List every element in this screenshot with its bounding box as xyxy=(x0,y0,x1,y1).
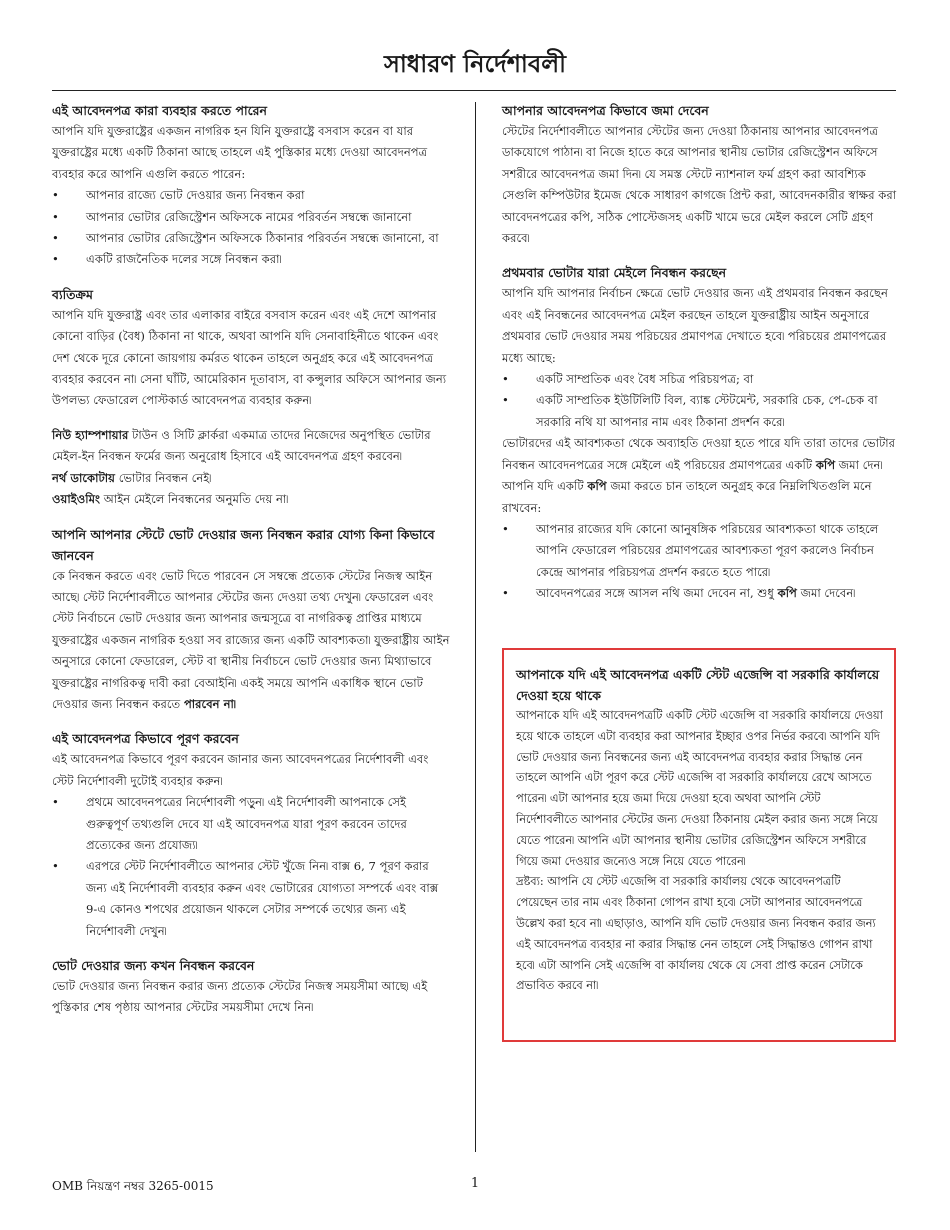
notice-paragraph: আপনাকে যদি এই আবেদনপত্রটি একটি স্টেট এজেন্সি বা সরকারি কার্যালয়ে দেওয়া হয়ে থাকে তাহলে এটা ব্যবহার করা আপনার ইচ্ছার ওপর নির্ভর করবে৷ আপনি যদি ভোট দেওয়ার জন্য নিবন্ধনের জন্য এই আবেদনপত্র ব্যবহার করার সিদ্ধান্ত নেন তাহলে আপনি এটা পূরণ করে স্টেট এজেন্সি বা সরকারি কার্যালয়ে রেখে আসতে পারেন৷ এটা আপনার হয়ে জমা দিয়ে দেওয়া হবে৷ অথবা আপনি স্টেট নির্দেশাবলীতে আপনার স্টেটের জন্য দেওয়া ঠিকানায় মেইল করার জন্য সঙ্গে নিয়ে যেতে পারেন৷ আপনি এটা আপনার স্থানীয় ভোটার রেজিস্ট্রেশন অফিসে সশরীরে গিয়ে জমা দেওয়ার জন্যেও সঙ্গে নিয়ে যেতে পারেন৷ xyxy=(516,709,883,868)
right-column xyxy=(502,100,897,605)
list-item: • প্রথমে আবেদনপত্রের নির্দেশাবলী পড়ুন৷ এই নির্দেশাবলী আপনাকে সেই গুরুত্বপূর্ণ তথ্যগুলি দেবে যা এই আবেদনপত্র যারা পূরণ করবেন তাদের প্রত্যেকের জন্য প্রযোজ্য৷ xyxy=(52,792,452,856)
copy-text-3: জমা করতে চান তাহলে অনুগ্রহ করে নিম্নলিখিতগুলি মনে রাখবেন: xyxy=(502,479,872,515)
list-item: • একটি সাম্প্রতিক এবং বৈধ সচিত্র পরিচয়পত্র; বা xyxy=(502,369,897,390)
north-dakota-paragraph xyxy=(52,468,452,489)
copy-item-text-pre: আবেদনপত্রের সঙ্গে আসল নথি জমা দেবেন না, শুধু xyxy=(536,586,778,601)
eligibility-paragraph xyxy=(52,566,452,716)
list-item: • একটি রাজনৈতিক দলের সঙ্গে নিবন্ধন করা৷ xyxy=(52,249,452,270)
page-title: সাধারণ নির্দেশাবলী xyxy=(383,50,566,78)
first-time-voters-paragraph: আপনি যদি আপনার নির্বাচন ক্ষেত্রে ভোট দেওয়ার জন্য এই প্রথমবার নিবন্ধন করছেন এবং এই নিবন্ধনের আবেদনপত্র মেইল করছেন তাহলে যুক্তরাষ্ট্রীয় আইন অনুসারে প্রথমবার ভোট দেওয়ার সময় পরিচয়ের প্রমাণপত্র দেখাতে হবে৷ পরিচয়ের প্রমাণপত্রের মধ্যে আছে: xyxy=(502,286,888,365)
notice-heading: আপনাকে যদি এই আবেদনপত্র একটি স্টেট এজেন্সি বা সরকারি কার্যালয়ে দেওয়া হয়ে থাকে xyxy=(516,667,880,703)
how-to-fill-list xyxy=(52,792,452,942)
copy-text-2: জমা দেন৷ আপনি যদি একটি xyxy=(502,457,883,494)
eligibility-text: কে নিবন্ধন করতে এবং ভোট দিতে পারবেন সে সম্বন্ধে প্রত্যেক স্টেটের নিজস্ব আইন আছে৷ স্টেট নির্দেশাবলীতে আপনার স্টেটের জন্য দেওয়া তথ্য দেখুন৷ ফেডারেল এবং স্টেট নির্বাচনে ভোট দেওয়ার জন্য আপনার জন্মসূত্রে বা নাগরিকত্ব প্রাপ্তির মাধ্যমে যুক্তরাষ্ট্রের একজন নাগরিক হওয়া সব রাজ্যের জন্য একটি আবশ্যকতা৷ যুক্তরাষ্ট্রীয় আইন অনুসারে কোনো ফেডারেল, স্টেট বা স্থানীয় নির্বাচনে ভোট দেওয়ার জন্য মিথ্যাভাবে যুক্তরাষ্ট্রের নাগরিকত্ব দাবী করা বেআইনি৷ একই সময়ে আপনি একাধিক স্থানে ভোট দেওয়ার জন্য নিবন্ধন করতে xyxy=(52,568,450,711)
how-to-submit-heading: আপনার আবেদনপত্র কিভাবে জমা দেবেন xyxy=(502,103,709,118)
how-to-submit-paragraph: স্টেটের নির্দেশাবলীতে আপনার স্টেটের জন্য দেওয়া ঠিকানায় আপনার আবেদনপত্র ডাকযোগে পাঠান৷ বা নিজে হাতে করে আপনার স্থানীয় ভোটার রেজিস্ট্রেশন অফিসে সশরীরে আবেদনপত্র জমা দিন৷ যে সমস্ত স্টেটে ন্যাশনাল ফর্ম গ্রহণ করা আবশ্যিক সেগুলি কম্পিউটার ইমেজ থেকে সাধারণ কাগজে প্রিন্ট করা, আবেদনকারীর স্বাক্ষর করা আবেদনপত্রের কপি, সঠিক পোস্টেজসহ একটি খামে ভরে মেইল করলে সেটি গ্রহণ করবে৷ xyxy=(502,124,897,246)
how-to-fill-heading: এই আবেদনপত্র কিভাবে পূরণ করবেন xyxy=(52,731,239,747)
copy-item-bold: কপি xyxy=(777,586,797,601)
copy-bold-2: কপি xyxy=(587,479,607,494)
list-item: • আপনার ভোটার রেজিস্ট্রেশন অফিসকে নামের পরিবর্তন সম্বন্ধে জানানো xyxy=(52,207,452,228)
notice-note-paragraph: দ্রষ্টব্য: আপনি যে স্টেট এজেন্সি বা সরকারি কার্যালয় থেকে আবেদনপত্রটি পেয়েছেন তার নাম এবং ঠিকানা গোপন রাখা হবে৷ সেটা আপনার আবেদনপত্রে উল্লেখ করা হবে না৷ এছাড়াও, আপনি যদি ভোট দেওয়ার জন্য নিবন্ধন করার জন্য এই আবেদনপত্র ব্যবহার না করার সিদ্ধান্ত নেন তাহলে সেই সিদ্ধান্তও গোপন রাখা হবে৷ এটা আপনি সেই এজেন্সি বা কার্যালয় থেকে যে সেবা প্রাপ্ত করেন সেটাকে প্রভাবিত করবে না৷ xyxy=(516,875,876,993)
list-item: • আপনার রাজ্যের যদি কোনো আনুষঙ্গিক পরিচয়ের আবশ্যকতা থাকে তাহলে আপনি ফেডারেল পরিচয়ের প্রমাণপত্রের আবশ্যকতা পূরণ করলেও নির্বাচন কেন্দ্রে আপনার পরিচয়পত্র প্রদর্শন করতে হতে পারে৷ xyxy=(502,519,897,583)
eligibility-heading: আপনি আপনার স্টেটে ভোট দেওয়ার জন্য নিবন্ধন করার যোগ্য কিনা কিভাবে জানবেন xyxy=(52,526,435,563)
new-hampshire-label: নিউ হ্যাম্পশায়ার xyxy=(52,427,129,442)
page-number: 1 xyxy=(470,1176,480,1191)
exceptions-heading: ব্যতিক্রম xyxy=(52,286,93,302)
title-rule xyxy=(52,90,896,91)
how-to-fill-paragraph: এই আবেদনপত্র কিভাবে পূরণ করবেন জানার জন্য আবেদনপত্রের নির্দেশাবলী এবং স্টেট নির্দেশাবলী দুটোই ব্যবহার করুন৷ xyxy=(52,752,429,788)
id-proof-list xyxy=(502,369,897,433)
north-dakota-label: নর্থ ডাকোটায় xyxy=(52,470,116,485)
copy-text-1: ভোটারদের এই আবশ্যকতা থেকে অব্যাহতি দেওয়া হতে পারে যদি তারা তাদের ভোটার নিবন্ধন আবেদনপত্রের সঙ্গে মেইলে এই পরিচয়ের প্রমাণপত্রের একটি xyxy=(502,436,896,472)
who-can-use-paragraph: আপনি যদি যুক্তরাষ্ট্রের একজন নাগরিক হন যিনি যুক্তরাষ্ট্রে বসবাস করেন বা যার যুক্তরাষ্ট্রের মধ্যে একটি ঠিকানা আছে তাহলে এই পুস্তিকার মধ্যে দেওয়া আবেদনপত্র ব্যবহার করে আপনি এগুলি করতে পারেন: xyxy=(52,124,428,181)
list-item: • আপনার ভোটার রেজিস্ট্রেশন অফিসকে ঠিকানার পরিবর্তন সম্বন্ধে জানানো, বা xyxy=(52,228,452,249)
when-to-register-paragraph: ভোট দেওয়ার জন্য নিবন্ধন করার জন্য প্রত্যেক স্টেটের নিজস্ব সময়সীমা আছে৷ এই পুস্তিকার শেষ পৃষ্ঠায় আপনার স্টেটের সময়সীমা দেখে নিন৷ xyxy=(52,979,428,1015)
column-divider xyxy=(475,102,476,1152)
list-item: • আপনার রাজ্যে ভোট দেওয়ার জন্য নিবন্ধন করা xyxy=(52,185,452,206)
new-hampshire-text: টাউন ও সিটি ক্লার্করা একমাত্র তাদের নিজেদের অনুপস্থিত ভোটার মেইল-ইন নিবন্ধন ফর্মের জন্য অনুরোধ হিসাবে এই আবেদনপত্র গ্রহণ করবেন৷ xyxy=(52,427,431,464)
wyoming-text: আইন মেইলে নিবন্ধনের অনুমতি দেয় না৷ xyxy=(100,492,289,507)
first-time-voters-heading: প্রথমবার ভোটার যারা মেইলে নিবন্ধন করছেন xyxy=(502,265,727,281)
eligibility-bold-text: পারবেন না৷ xyxy=(183,696,236,711)
left-column xyxy=(52,100,452,1019)
who-can-use-list xyxy=(52,185,452,271)
list-item: • একটি সাম্প্রতিক ইউটিলিটি বিল, ব্যাঙ্ক স্টেটমেন্ট, সরকারি চেক, পে-চেক বা সরকারি নথি যা আপনার নাম এবং ঠিকানা প্রদর্শন করে৷ xyxy=(502,390,897,433)
copy-submission-paragraph xyxy=(502,433,897,519)
list-item: • এরপরে স্টেট নির্দেশাবলীতে আপনার স্টেট খুঁজে নিন৷ বাক্স 6, 7 পূরণ করার জন্য এই নির্দেশাবলী ব্যবহার করুন এবং ভোটারের যোগ্যতা সম্পর্কে এবং বাক্স 9-এ কোনও শপথের প্রয়োজন থাকলে সেটার সম্পর্কে তথ্যের জন্য এই নির্দেশাবলী দেখুন৷ xyxy=(52,856,452,942)
north-dakota-text: ভোটার নিবন্ধন নেই৷ xyxy=(115,470,212,485)
list-item xyxy=(502,583,897,604)
when-to-register-heading: ভোট দেওয়ার জন্য কখন নিবন্ধন করবেন xyxy=(52,958,255,973)
copy-item-text-post: জমা দেবেন৷ xyxy=(796,586,856,601)
copy-requirements-list xyxy=(502,519,897,605)
copy-bold-1: কপি xyxy=(815,457,836,472)
state-agency-notice-box xyxy=(502,648,896,1042)
exceptions-paragraph: আপনি যদি যুক্তরাষ্ট্র এবং তার এলাকার বাইরে বসবাস করেন এবং এই দেশে আপনার কোনো বাড়ির (বৈধ) ঠিকানা না থাকে, অথবা আপনি যদি সেনাবাহিনীতে থাকেন এবং দেশ থেকে দূরে কোনো জায়গায় কর্মরত থাকেন তাহলে অনুগ্রহ করে এই আবেদনপত্র ব্যবহার করবেন না৷ সেনা ঘাঁটি, আমেরিকান দূতাবাস, বা কন্সুলার অফিসে আপনার জন্য উপলভ্য ফেডারেল পোস্টকার্ড আবেদনপত্র ব্যবহার করুন৷ xyxy=(52,307,447,408)
new-hampshire-paragraph xyxy=(52,425,452,468)
omb-control-number: OMB নিয়ন্ত্রণ নম্বর 3265-0015 xyxy=(52,1179,214,1193)
who-can-use-heading: এই আবেদনপত্র কারা ব্যবহার করতে পারেন xyxy=(52,103,267,118)
wyoming-label: ওয়াইওমিং xyxy=(52,492,101,507)
wyoming-paragraph xyxy=(52,489,452,510)
